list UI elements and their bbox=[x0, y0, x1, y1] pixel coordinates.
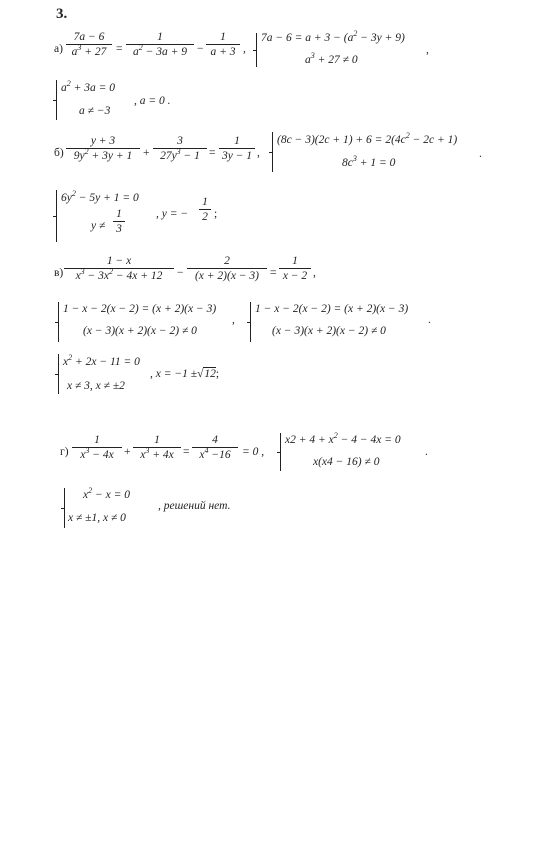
part-g-fraction-1: $\frac{1}{x^3 - 4x}$ bbox=[72, 434, 122, 461]
part-g-system2-line-2: x ≠ ±1, x ≠ 0 bbox=[68, 512, 126, 524]
part-b-answer-fraction: $\frac{1}{2}$ bbox=[199, 196, 211, 223]
part-a-system2-line-1: $a^2 + 3a = 0$ bbox=[61, 79, 116, 94]
part-a-answer: , a = 0 . bbox=[134, 95, 171, 107]
part-b-system-line-2: $8c^3 + 1 = 0$ bbox=[342, 154, 396, 169]
part-b-answer: , y = − bbox=[156, 208, 189, 220]
system-brace bbox=[58, 302, 59, 342]
part-a-fraction-3: $\frac{1}{a + 3}$ bbox=[206, 31, 240, 58]
part-a-fraction-2: $\frac{1}{a^2 - 3a + 9}$ bbox=[126, 31, 194, 58]
part-v-systemC-line-1: $x^2 + 2x - 11 = 0$ bbox=[63, 353, 140, 368]
system-brace bbox=[64, 488, 65, 528]
part-v-fraction-3: $\frac{1}{x - 2}$ bbox=[279, 255, 311, 282]
system-brace bbox=[56, 80, 57, 120]
part-g-system-line-2: x(x4 − 16) ≠ 0 bbox=[313, 456, 380, 468]
part-g-system-line-1: $x2 + 4 + x^2 - 4 - 4x = 0$ bbox=[285, 431, 401, 446]
system-brace bbox=[56, 190, 57, 242]
part-v-systemB-line-2: (x − 3)(x + 2)(x − 2) ≠ 0 bbox=[272, 325, 386, 337]
part-v-systemA-line-2: (x − 3)(x + 2)(x − 2) ≠ 0 bbox=[83, 325, 197, 337]
part-v-systemC-line-2: x ≠ 3, x ≠ ±2 bbox=[67, 380, 125, 392]
part-b-system2-line-2: y ≠ bbox=[91, 220, 106, 232]
part-g-label: г) bbox=[60, 446, 69, 458]
part-a-fraction-1: $\frac{7a - 6}{a^3 + 27}$ bbox=[66, 31, 112, 58]
part-b-label: б) bbox=[54, 147, 64, 159]
part-b-fraction-2: $\frac{3}{27y^3 - 1}$ bbox=[153, 135, 207, 162]
part-g-system2-line-1: $x^2 - x = 0$ bbox=[83, 486, 130, 501]
part-b-system2-fraction: $\frac{1}{3}$ bbox=[113, 208, 125, 235]
part-g-answer: , решений нет. bbox=[158, 500, 231, 512]
part-a-system-line-2: $a^3 + 27 \ne 0$ bbox=[305, 51, 358, 66]
part-b-fraction-1: $\frac{y + 3}{9y^2 + 3y + 1}$ bbox=[66, 135, 140, 162]
part-v-fraction-1: $\frac{1 - x}{x^3 - 3x^2 - 4x + 12}$ bbox=[64, 255, 174, 282]
system-brace bbox=[272, 132, 273, 172]
part-a-system-line-1: $7a - 6 = a + 3 - (a^2 - 3y + 9)$ bbox=[261, 29, 405, 44]
part-v-systemB-line-1: 1 − x − 2(x − 2) = (x + 2)(x − 3) bbox=[255, 303, 409, 315]
part-b-fraction-3: $\frac{1}{3y - 1}$ bbox=[219, 135, 255, 162]
part-a-label: а) bbox=[54, 43, 63, 55]
part-v-answer: , x = −1 ±√12; bbox=[150, 368, 220, 380]
system-brace bbox=[250, 302, 251, 342]
system-brace bbox=[58, 354, 59, 394]
system-brace bbox=[256, 33, 257, 67]
part-v-systemA-line-1: 1 − x − 2(x − 2) = (x + 2)(x − 3) bbox=[63, 303, 217, 315]
part-b-system2-line-1: $6y^2 - 5y + 1 = 0$ bbox=[61, 189, 139, 204]
part-b-system-line-1: $(8c - 3)(2c + 1) + 6 = 2(4c^2 - 2c + 1)$ bbox=[277, 131, 458, 146]
part-g-fraction-3: $\frac{4}{x^4 -16}$ bbox=[192, 434, 238, 461]
part-g-fraction-2: $\frac{1}{x^3 + 4x}$ bbox=[133, 434, 181, 461]
part-v-label: в) bbox=[54, 267, 64, 279]
part-a-system2-line-2: a ≠ −3 bbox=[79, 105, 111, 117]
system-brace bbox=[280, 433, 281, 471]
part-v-fraction-2: $\frac{2}{(x + 2)(x - 3)}$ bbox=[187, 255, 267, 282]
page: 3. а) $\frac{7a - 6}{a^3 + 27}$ = $\frac{1}{a^2 - 3a + 9}$ − $\frac{1}{a + 3}$ , $7a - 6 = a + 3 - (a^2 - 3y + 9)$ $a^3 + 27 \ne 0$ , $a^2 + 3a = 0$ a ≠ −3 , a = 0 . б) $\frac{y + 3}{9y^2 + 3y + 1}$ + $\frac{3}{27y^3 - 1}$ = $\frac{1}{3y - 1}$ , $(8c - 3)(2c + 1) + 6 = 2(4c^2 - 2c + 1)$ $8c^3 + 1 = 0$ . $6y^2 - 5y + 1 = 0$ y ≠ $\frac{1}{3}$ , y = − $\frac{1}{2}$ ; в) $\frac{1 - x}{x^3 - 3x^2 - 4x + 12}$ − $\frac{2}{(x + 2)(x - 3)}$ = $\frac{1}{x - 2}$ , 1 − x − 2(x − 2) = (x + 2)(x − 3) (x − 3)(x + 2)(x − 2) ≠ 0 , 1 − x − 2(x − 2) = (x + 2)(x − 3) (x − 3)(x + 2)(x − 2) ≠ 0 . $x^2 + 2x - 11 = 0$ x ≠ 3, x ≠ ±2 , x = −1 ±√12; г) $\frac{1}{x^3 - 4x}$ + $\frac{1}{x^3 + 4x}$ = $\frac{4}{x^4 -16}$ = 0 , $x2 + 4 + x^2 - 4 - 4x = 0$ x(x4 − 16) ≠ 0 . $x^2 - x = 0$ x ≠ ±1, x ≠ 0 , решений нет. bbox=[0, 0, 550, 850]
problem-number: 3. bbox=[56, 6, 68, 22]
